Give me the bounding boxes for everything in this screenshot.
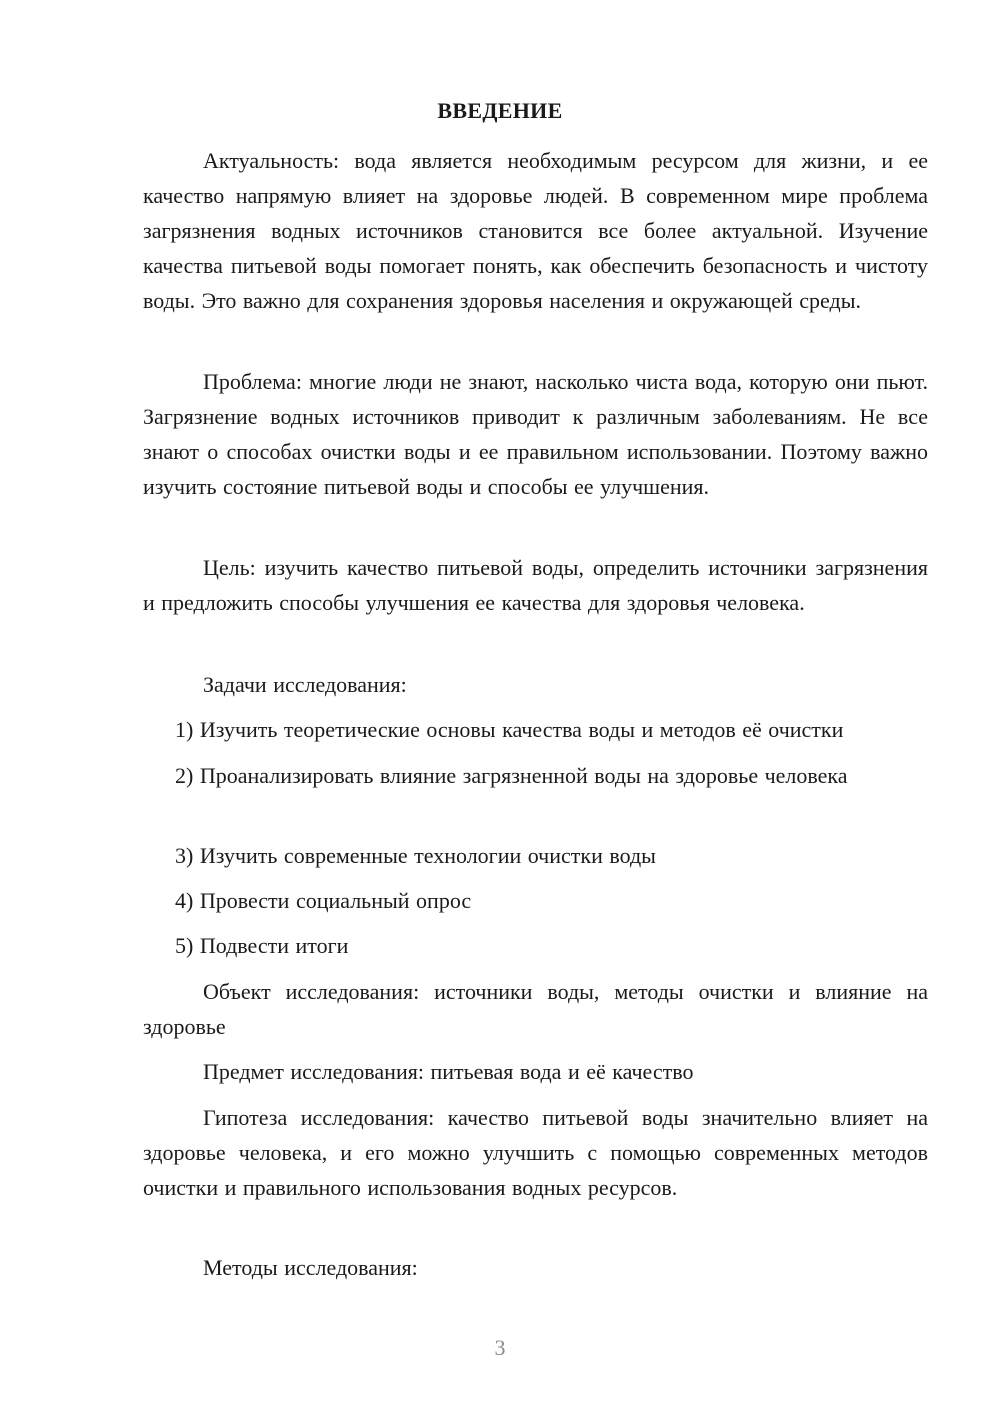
page-title: ВВЕДЕНИЕ xyxy=(437,98,563,123)
paragraph-problem: Проблема: многие люди не знают, насколько чиста вода, которую они пьют. Загрязнение водных источников приводит к различным заболеваниям. Не все знают о способах очистки воды и ее правильном использовании. Поэтому важно изучить состояние питьевой воды и способы ее улучшения. xyxy=(143,369,928,499)
task-item-3: 3) Изучить современные технологии очистки воды xyxy=(175,843,656,868)
paragraph-relevance: Актуальность: вода является необходимым ресурсом для жизни, и ее качество напрямую влияет на здоровье людей. В современном мире проблема загрязнения водных источников становится все более актуальной. Изучение качества питьевой воды помогает понять, как обеспечить безопасность и чистоту воды. Это важно для сохранения здоровья населения и окружающей среды. xyxy=(143,148,928,313)
paragraph-subject: Предмет исследования: питьевая вода и её качество xyxy=(203,1059,694,1084)
paragraph-methods: Методы исследования: xyxy=(203,1255,418,1280)
page-number: 3 xyxy=(494,1335,506,1360)
task-item-1: 1) Изучить теоретические основы качества воды и методов её очистки xyxy=(175,717,844,742)
paragraph-goal: Цель: изучить качество питьевой воды, определить источники загрязнения и предложить способы улучшения ее качества для здоровья человека. xyxy=(143,555,928,615)
paragraph-hypothesis: Гипотеза исследования: качество питьевой воды значительно влияет на здоровье человека, и его можно улучшить с помощью современных методов очистки и правильного использования водных ресурсов. xyxy=(143,1105,928,1200)
task-item-2: 2) Проанализировать влияние загрязненной воды на здоровье человека xyxy=(175,763,848,788)
task-item-5: 5) Подвести итоги xyxy=(175,933,349,958)
paragraph-object: Объект исследования: источники воды, методы очистки и влияние на здоровье xyxy=(143,979,928,1039)
task-item-4: 4) Провести социальный опрос xyxy=(175,888,472,913)
tasks-title: Задачи исследования: xyxy=(203,672,407,697)
